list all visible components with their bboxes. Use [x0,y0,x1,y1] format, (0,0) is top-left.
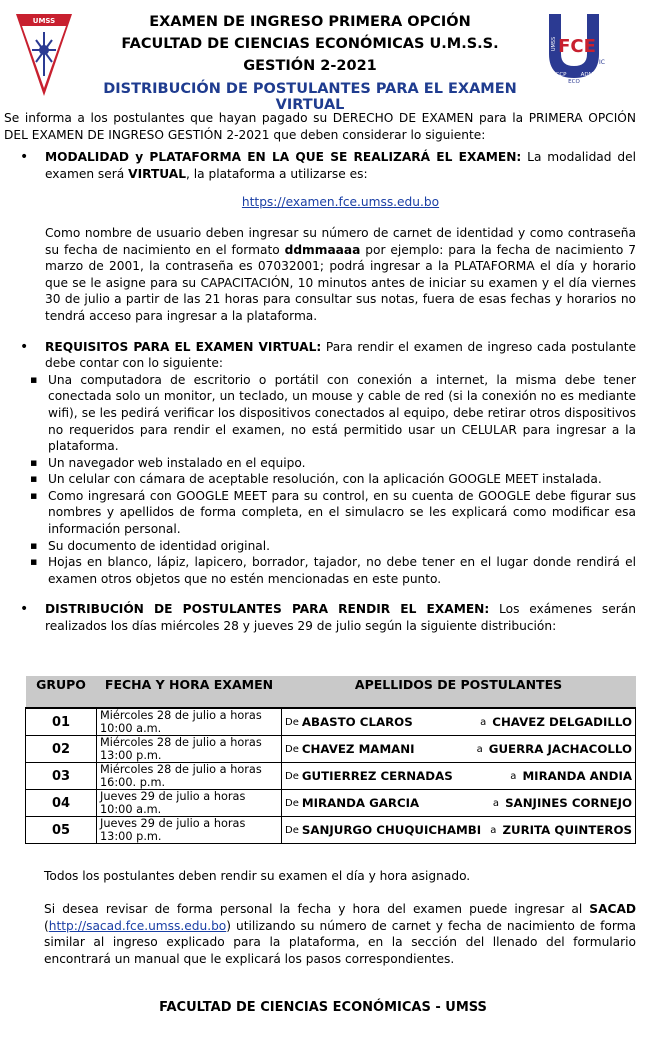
svg-text:CCP: CCP [555,72,567,78]
svg-text:ADM: ADM [580,72,594,78]
section-requirements-text: REQUISITOS PARA EL EXAMEN VIRTUAL: Para rendir el examen de ingreso cada postulante debe contar con lo siguiente: [45,339,636,371]
list-item: ▪ Hojas en blanco, lápiz, lapicero, borrador, tajador, no debe tener en el lugar donde rendirá el examen otros objetos que no estén mencionadas en este punto. [48,554,636,587]
col-header-group: GRUPO [26,676,97,708]
date-cell: Miércoles 28 de julio a horas 10:00 a.m. [97,708,282,736]
faculty-title: FACULTAD DE CIENCIAS ECONÓMICAS U.M.S.S. [121,36,499,52]
document-body [4,110,636,635]
table-header-row [26,676,636,708]
col-header-date: FECHA Y HORA EXAMEN [97,676,282,708]
list-item: ▪ Como ingresará con GOOGLE MEET para su control, en su cuenta de GOOGLE debe figurar sus nombres y apellidos de forma completa, en el simulacro se les explicará como modificar esa información personal. [48,488,636,538]
sacad-label: SACAD [589,902,636,916]
surnames-cell: De SANJURGO CHUQUICHAMBI a ZURITA QUINTEROS [282,817,636,844]
exam-platform-link[interactable]: https://examen.fce.umss.edu.bo [241,195,440,210]
group-cell: 01 [26,708,97,736]
list-item: ▪ Una computadora de escritorio o portátil con conexión a internet, la misma debe tener conectada solo un monitor, un teclado, un mouse y cable de red (si la conexión no es mediante wifi), se les pedirá verificar los dispositivos conectados al equipo, debe retirar otros dispositivos no requeridos para rendir el examen, no está permitido usar un CELULAR para ingresar a la plataforma. [48,372,636,455]
list-item: ▪ Un celular con cámara de aceptable resolución, con la aplicación GOOGLE MEET instalada. [48,471,636,488]
list-item: ▪ Su documento de identidad original. [48,538,636,555]
svg-text:FCE: FCE [558,36,596,57]
bullet-icon: • [20,338,29,355]
distribution-subtitle: DISTRIBUCIÓN DE POSTULANTES PARA EL EXAMEN VIRTUAL [103,81,517,113]
surnames-cell: De MIRANDA GARCIA a SANJINES CORNEJO [282,790,636,817]
bullet-icon: • [20,149,29,166]
svg-text:ECO: ECO [568,79,580,84]
document-header [0,0,646,113]
group-cell: 02 [26,736,97,763]
svg-text:IC: IC [599,59,605,66]
table-row [26,736,636,763]
footer-title: FACULTAD DE CIENCIAS ECONÓMICAS - UMSS [159,1000,487,1015]
col-header-surnames: APELLIDOS DE POSTULANTES [282,676,636,708]
distribution-table [25,676,636,844]
group-cell: 05 [26,817,97,844]
closing-paragraph-1: Todos los postulantes deben rendir su examen el día y hora asignado. [44,869,471,883]
fce-logo [539,14,609,84]
sacad-link[interactable]: http://sacad.fce.umss.edu.bo [48,918,227,933]
section-distribution-title: DISTRIBUCIÓN DE POSTULANTES PARA RENDIR EL EXAMEN: [45,602,490,617]
svg-text:U: U [569,18,579,29]
section-requirements [4,339,636,372]
section-modality-text: MODALIDAD y PLATAFORMA EN LA QUE SE REALIZARÁ EL EXAMEN: La modalidad del examen será VIRTUAL, la plataforma a utilizarse es: [45,150,636,181]
svg-text:UMSS: UMSS [551,36,557,52]
bullet-icon: • [20,601,29,618]
svg-text:IF: IF [550,59,556,66]
virtual-label: VIRTUAL [128,166,186,181]
date-cell: Miércoles 28 de julio a horas 16:00. p.m. [97,763,282,790]
table-row [26,708,636,736]
umss-shield-logo [14,10,74,98]
closing-paragraph-2: Si desea revisar de forma personal la fecha y hora del examen puede ingresar al SACAD (http://sacad.fce.umss.edu.bo) utilizando su número de carnet y fecha de nacimiento de forma similar al ingreso explicado para la plataforma, en la sección del llenado del formulario encontrará un manual que le explicará los pasos correspondientes. [44,902,636,966]
date-cell: Miércoles 28 de julio a horas 13:00 p.m. [97,736,282,763]
management-title: GESTIÓN 2-2021 [243,58,377,74]
surnames-cell: De GUTIERREZ CERNADAS a MIRANDA ANDIA [282,763,636,790]
section-modality [4,149,636,324]
password-format: ddmmaaaa [284,242,361,257]
section-distribution [4,601,636,634]
intro-paragraph: Se informa a los postulantes que hayan pagado su DERECHO DE EXAMEN para la PRIMERA OPCIÓN DEL EXAMEN DE INGRESO GESTIÓN 2-2021 que deben considerar lo siguiente: [4,111,636,142]
svg-text:UMSS: UMSS [32,17,56,25]
exam-title: EXAMEN DE INGRESO PRIMERA OPCIÓN [149,14,471,30]
section-modality-title: MODALIDAD y PLATAFORMA EN LA QUE SE REALIZARÁ EL EXAMEN: [45,150,522,165]
surnames-cell: De CHAVEZ MAMANI a GUERRA JACHACOLLO [282,736,636,763]
group-cell: 04 [26,790,97,817]
date-cell: Jueves 29 de julio a horas 13:00 p.m. [97,817,282,844]
group-cell: 03 [26,763,97,790]
section-distribution-text: DISTRIBUCIÓN DE POSTULANTES PARA RENDIR EL EXAMEN: Los exámenes serán realizados los días miércoles 28 y jueves 29 de julio según la siguiente distribución: [45,602,636,634]
section-requirements-title: REQUISITOS PARA EL EXAMEN VIRTUAL: [45,339,322,354]
credentials-paragraph: Como nombre de usuario deben ingresar su número de carnet de identidad y como contraseña su fecha de nacimiento en el formato ddmmaaaa por ejemplo: para la fecha de nacimiento 7 marzo de 2001, la contraseña es 07032001; podrá ingresar a la PLATAFORMA el día y horario que se le asigne para su CAPACITACIÓN, 10 minutos antes de iniciar su examen y el día viernes 30 de julio a partir de las 21 horas para consultar sus notas, fuera de esas fechas y horarios no tendrá acceso para ingresar a la plataforma. [45,225,636,323]
table-row [26,763,636,790]
requirements-list [4,372,636,588]
table-row [26,817,636,844]
surnames-cell: De ABASTO CLAROS a CHAVEZ DELGADILLO [282,708,636,736]
date-cell: Jueves 29 de julio a horas 10:00 a.m. [97,790,282,817]
list-item: ▪ Un navegador web instalado en el equipo. [48,455,636,472]
table-row [26,790,636,817]
